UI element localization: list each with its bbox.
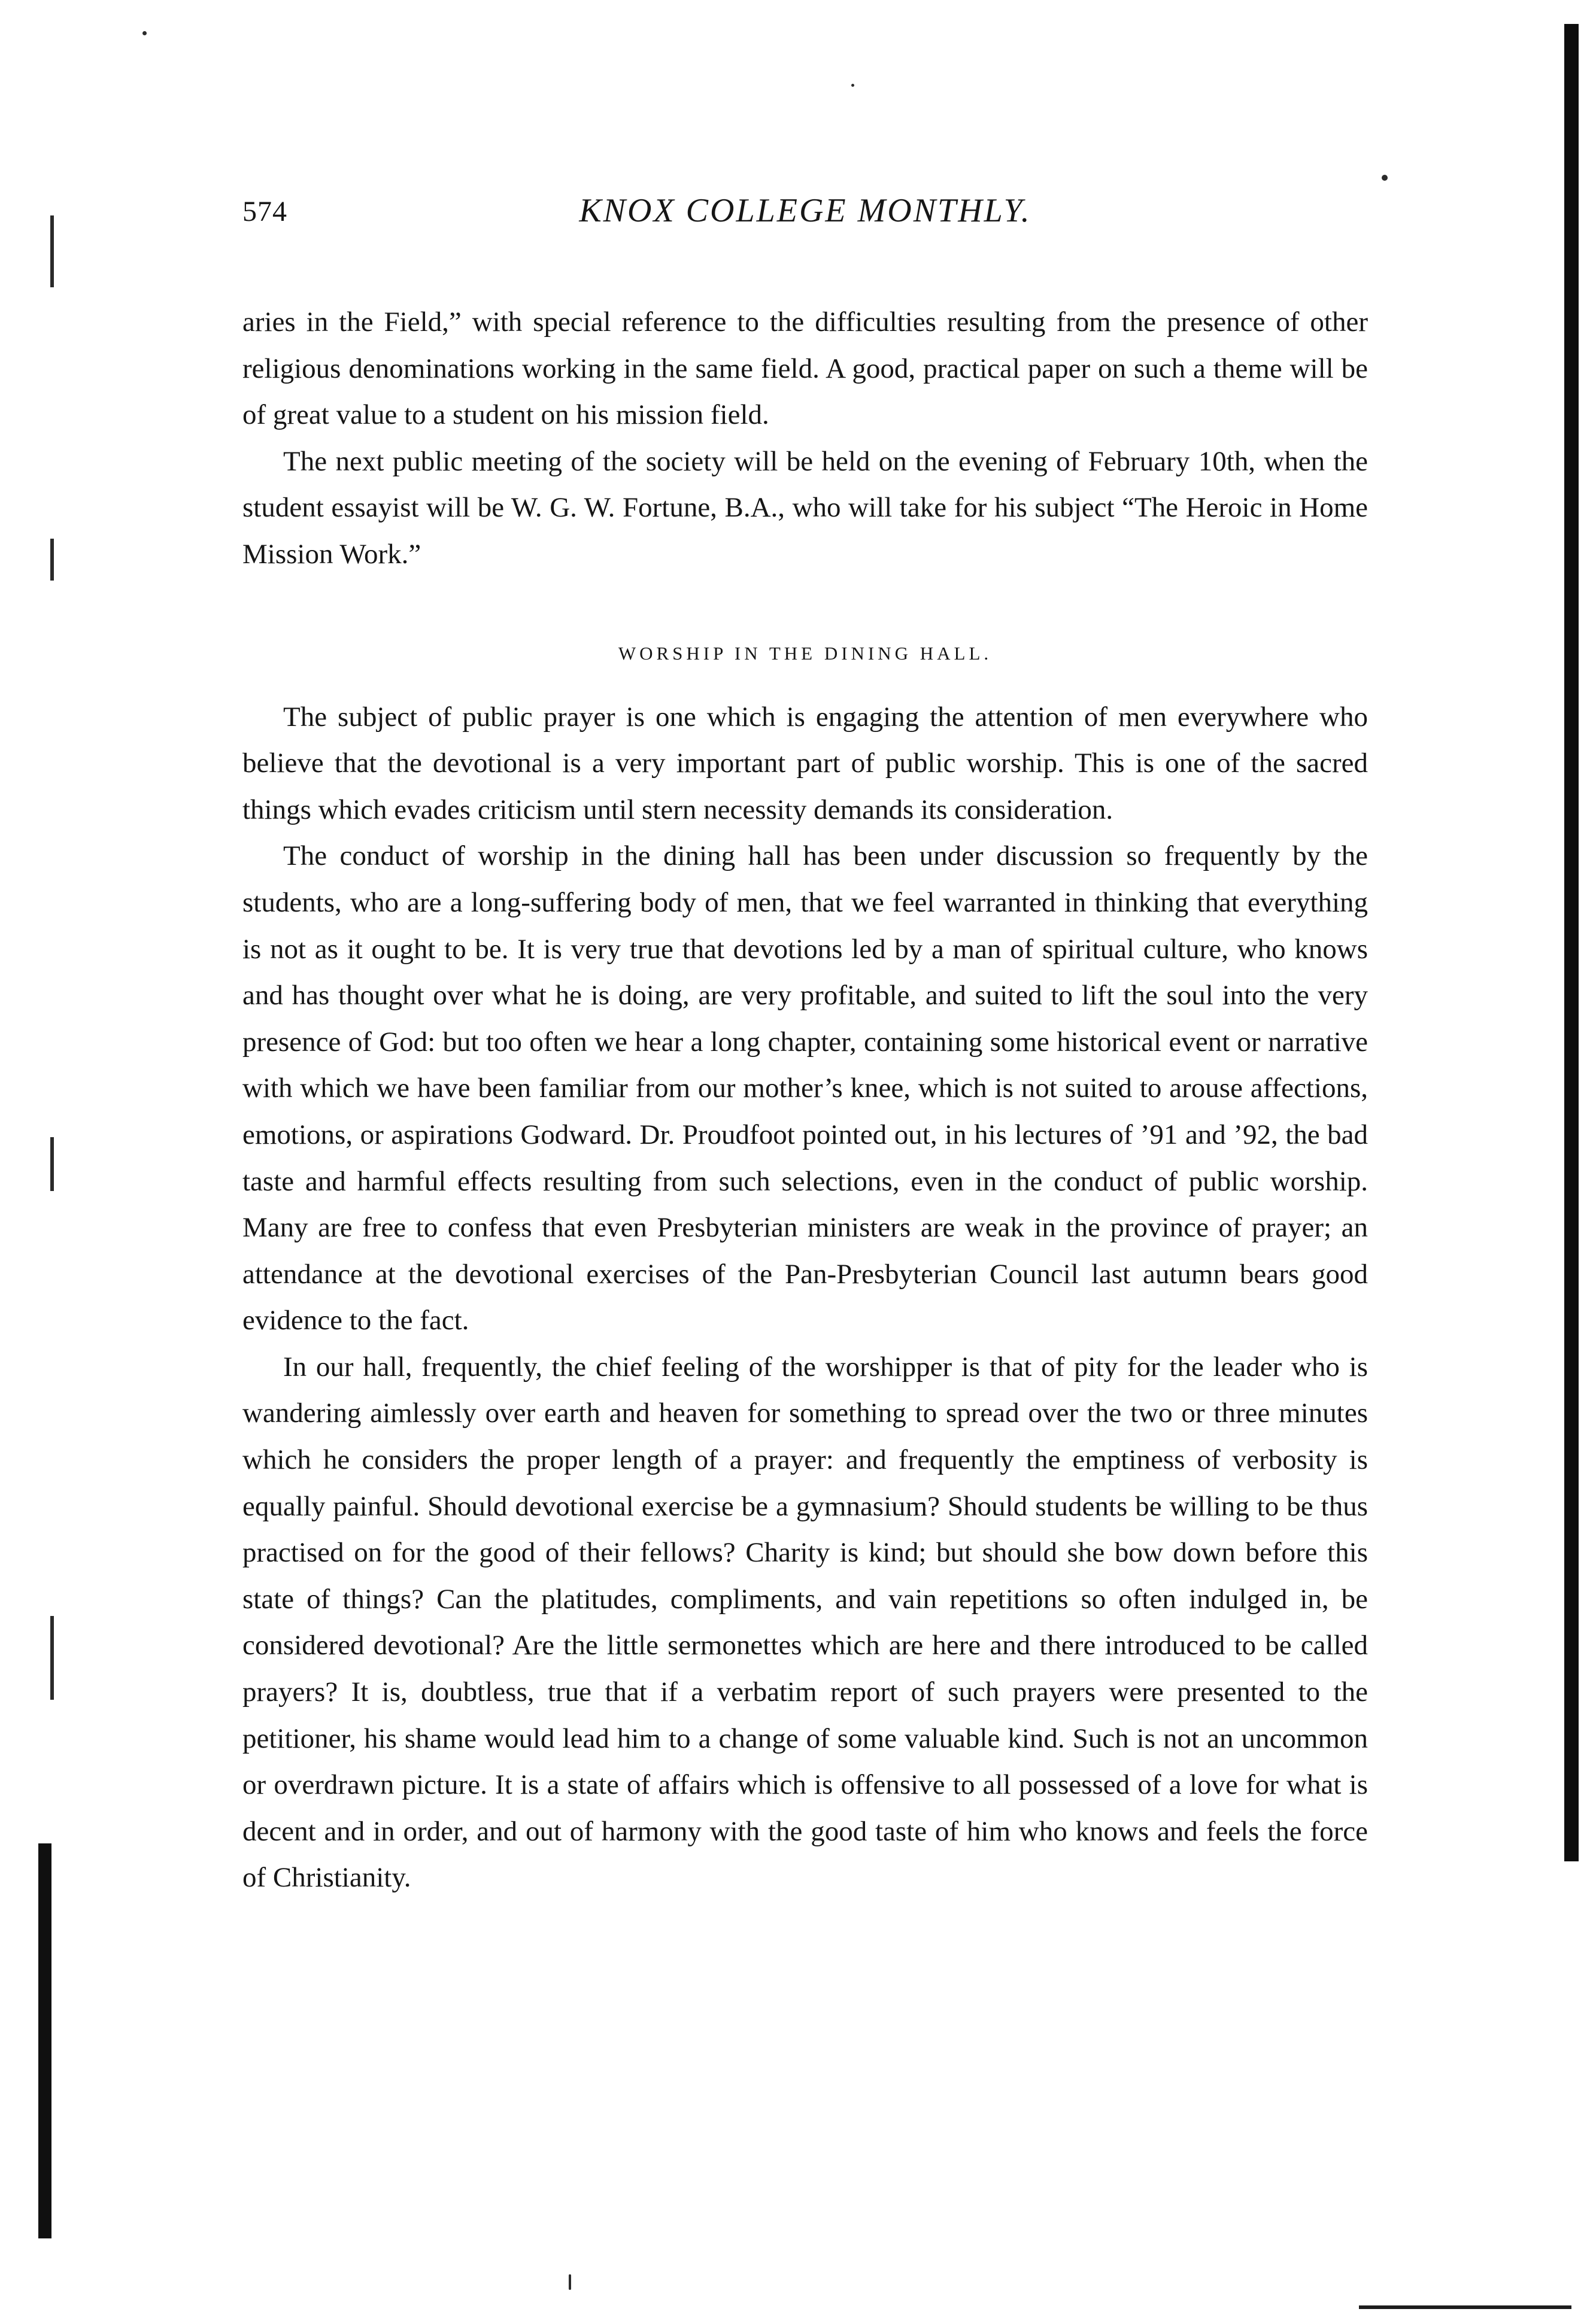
page-header — [242, 172, 1368, 232]
scan-edge-shadow-left — [38, 1843, 51, 2238]
paragraph: The subject of public prayer is one which is engaging the attention of men everywhere who believe that the devotional is a very important part of public worship. This is one of the sacred things which evades criticism until stern necessity demands its consideration. — [242, 701, 1368, 825]
paragraph-continued: aries in the Field,” with special reference to the difficulties resulting from the presence of other religious denominations working in the same field. A good, practical paper on such a theme will be of great value to a student on his mission field. — [242, 306, 1368, 431]
scan-bottom-rule — [1359, 2305, 1571, 2309]
scan-edge-mark — [50, 1137, 54, 1191]
scan-edge-mark — [50, 539, 54, 581]
scan-edge-mark — [50, 215, 54, 287]
scan-edge-mark — [50, 1616, 54, 1700]
paragraph: The conduct of worship in the dining hall has been under discussion so frequently by the students, who are a long-suffering body of men, that we feel warranted in thinking that everything is not as it ought to be. It is very true that devotions led by a man of spiritual culture, who knows and has thought over what he is doing, are very profitable, and suited to lift the soul into the very presence of God: but too often we hear a long chapter, containing some historical event or narrative with which we have been familiar from our mother’s knee, which is not suited to arouse affections, emotions, or aspirations Godward. Dr. Proudfoot pointed out, in his lectures of ’91 and ’92, the bad taste and harmful effects resulting from such selections, even in the conduct of public worship. Many are free to confess that even Presbyterian ministers are weak in the province of prayer; an attendance at the devotional exercises of the Pan-Presbyterian Council last autumn bears good evidence to the fact. — [242, 840, 1368, 1336]
section-heading: WORSHIP IN THE DINING HALL. — [618, 642, 993, 664]
scan-speck — [851, 84, 854, 87]
scan-edge-shadow-right — [1564, 24, 1579, 1861]
scan-speck — [142, 31, 147, 35]
scan-speck — [1382, 175, 1388, 181]
article-body — [242, 299, 1368, 1901]
scan-speck — [569, 2274, 571, 2290]
paragraph: In our hall, frequently, the chief feeling of the worshipper is that of pity for the leader who is wandering aimlessly over earth and heaven for something to spread over the two or three minutes which he considers the proper length of a prayer: and frequently the emptiness of verbosity is equally painful. Should devotional exercise be a gymnasium? Should students be willing to be thus practised on for the good of their fellows? Charity is kind; but should she bow down before this state of things? Can the platitudes, compliments, and vain repetitions so often indulged in, be considered devotional? Are the little sermonettes which are here and there introduced to be called prayers? It is, doubtless, true that if a verbatim report of such prayers were presented to the petitioner, his shame would lead him to a change of some valuable kind. Such is not an uncommon or overdrawn picture. It is a state of affairs which is offensive to all possessed of a love for what is decent and in order, and out of harmony with the good taste of him who knows and feels the force of Christianity. — [242, 1351, 1368, 1894]
running-title: KNOX COLLEGE MONTHLY. — [579, 192, 1031, 229]
page-number: 574 — [242, 196, 287, 227]
paragraph: The next public meeting of the society will be held on the evening of February 10th, when the student essayist will be W. G. W. Fortune, B.A., who will take for his subject “The Heroic in Home Mission Work.” — [242, 445, 1368, 570]
